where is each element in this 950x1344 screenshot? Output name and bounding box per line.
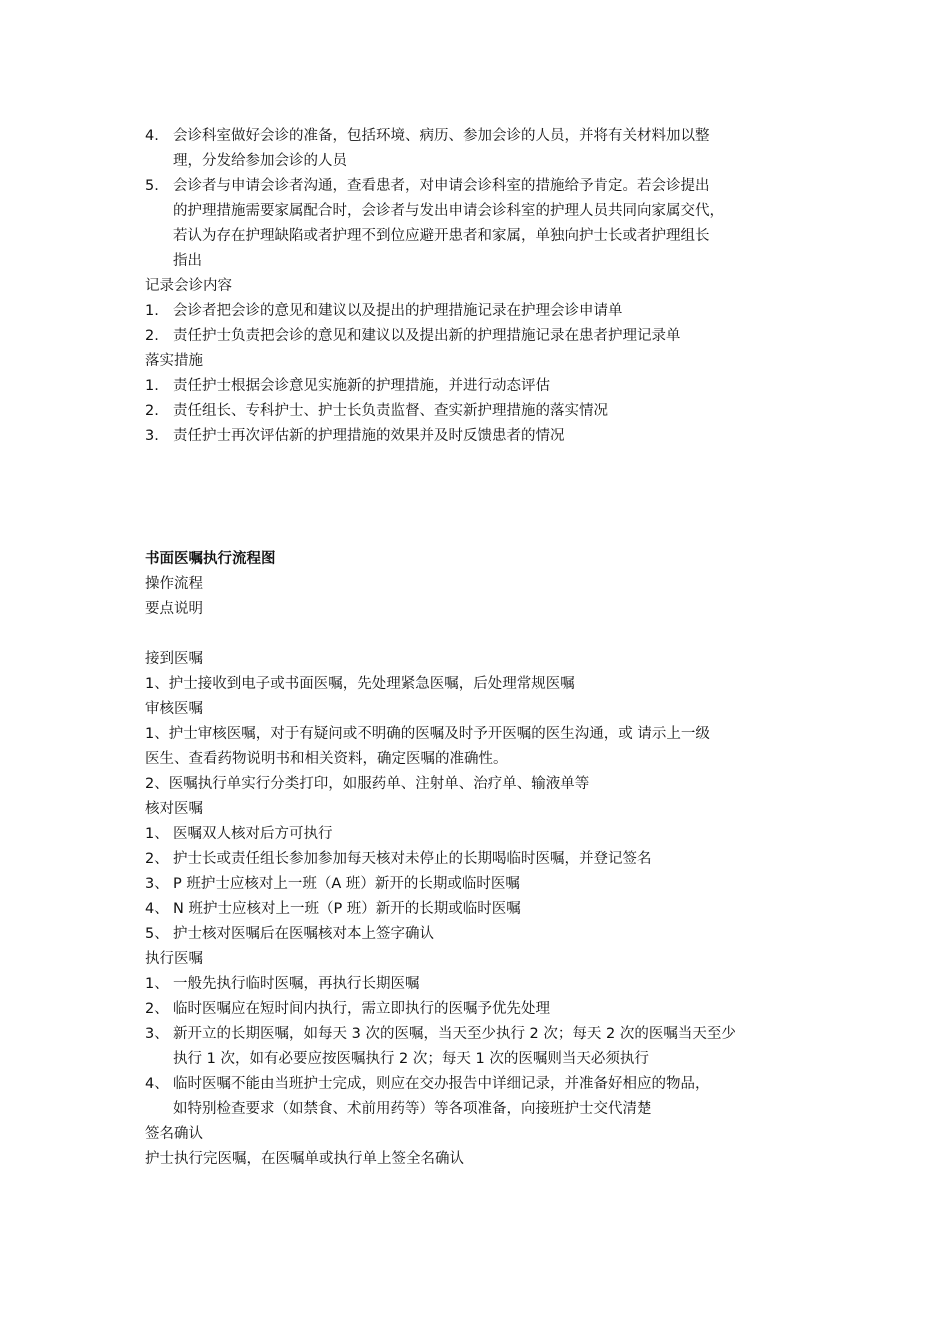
list-item xyxy=(145,374,825,399)
item-text: 责任护士负责把会诊的意见和建议以及提出新的护理措施记录在患者护理记录单 xyxy=(173,328,681,344)
item-text: 会诊科室做好会诊的准备，包括环境、病历、参加会诊的人员，并将有关材料加以整 xyxy=(173,128,710,144)
list-item xyxy=(145,324,825,349)
item-text: 一般先执行临时医嘱，再执行长期医嘱 xyxy=(173,976,420,992)
list-item xyxy=(145,1022,825,1072)
list-item xyxy=(145,424,825,449)
review-item-cont: 医生、查看药物说明书和相关资料，确定医嘱的准确性。 xyxy=(145,751,508,767)
item-text: P 班护士应核对上一班（A 班）新开的长期或临时医嘱 xyxy=(173,876,520,892)
consultation-section xyxy=(145,124,825,449)
item-text: 如特别检查要求（如禁食、术前用药等）等各项准备，向接班护士交代清楚 xyxy=(173,1101,652,1117)
list-item xyxy=(145,822,825,847)
item-number: 3、 xyxy=(145,1026,169,1042)
item-text: 执行 1 次，如有必要应按医嘱执行 2 次；每天 1 次的医嘱则当天必须执行 xyxy=(173,1051,649,1067)
item-text: 会诊者把会诊的意见和建议以及提出的护理措施记录在护理会诊申请单 xyxy=(173,303,623,319)
item-text: 责任护士根据会诊意见实施新的护理措施，并进行动态评估 xyxy=(173,378,550,394)
item-number: 2. xyxy=(145,328,159,344)
subheading-notes: 要点说明 xyxy=(145,601,203,617)
execute-heading: 执行医嘱 xyxy=(145,951,203,967)
item-number: 3. xyxy=(145,428,159,444)
record-heading: 记录会诊内容 xyxy=(145,278,232,294)
receive-heading: 接到医嘱 xyxy=(145,651,203,667)
list-item xyxy=(145,922,825,947)
item-number: 4、 xyxy=(145,901,169,917)
item-number: 2. xyxy=(145,403,159,419)
item-number: 1. xyxy=(145,378,159,394)
item-number: 1、 xyxy=(145,976,169,992)
item-text: N 班护士应核对上一班（P 班）新开的长期或临时医嘱 xyxy=(173,901,521,917)
item-text: 的护理措施需要家属配合时，会诊者与发出申请会诊科室的护理人员共同向家属交代， xyxy=(173,203,724,219)
item-text: 理，分发给参加会诊的人员 xyxy=(173,153,347,169)
item-number: 4、 xyxy=(145,1076,169,1092)
review-item: 1、护士审核医嘱，对于有疑问或不明确的医嘱及时予开医嘱的医生沟通，或 请示上一级 xyxy=(145,726,710,742)
item-text: 临时医嘱不能由当班护士完成，则应在交办报告中详细记录，并准备好相应的物品， xyxy=(173,1076,710,1092)
list-item xyxy=(145,972,825,997)
list-item xyxy=(145,872,825,897)
list-item xyxy=(145,897,825,922)
item-text: 若认为存在护理缺陷或者护理不到位应避开患者和家属，单独向护士长或者护理组长 xyxy=(173,228,710,244)
subheading-process: 操作流程 xyxy=(145,576,203,592)
blank-line xyxy=(145,622,825,647)
item-number: 5、 xyxy=(145,926,169,942)
list-item xyxy=(145,847,825,872)
review-heading: 审核医嘱 xyxy=(145,701,203,717)
item-number: 2、 xyxy=(145,1001,169,1017)
implement-heading: 落实措施 xyxy=(145,353,203,369)
item-number: 1. xyxy=(145,303,159,319)
item-number: 2、 xyxy=(145,851,169,867)
receive-item: 1、护士接收到电子或书面医嘱，先处理紧急医嘱，后处理常规医嘱 xyxy=(145,676,575,692)
order-execution-section xyxy=(145,547,825,1172)
item-number: 1、 xyxy=(145,826,169,842)
item-text: 责任护士再次评估新的护理措施的效果并及时反馈患者的情况 xyxy=(173,428,565,444)
check-heading: 核对医嘱 xyxy=(145,801,203,817)
item-text: 新开立的长期医嘱，如每天 3 次的医嘱，当天至少执行 2 次；每天 2 次的医嘱当天至少 xyxy=(173,1026,736,1042)
sign-text: 护士执行完医嘱，在医嘱单或执行单上签全名确认 xyxy=(145,1151,464,1167)
list-item xyxy=(145,1072,825,1122)
list-item xyxy=(145,399,825,424)
item-number: 4. xyxy=(145,128,159,144)
item-text: 会诊者与申请会诊者沟通，查看患者，对申请会诊科室的措施给予肯定。若会诊提出 xyxy=(173,178,710,194)
item-text: 责任组长、专科护士、护士长负责监督、查实新护理措施的落实情况 xyxy=(173,403,608,419)
list-item xyxy=(145,299,825,324)
item-text: 护士长或责任组长参加参加每天核对未停止的长期喝临时医嘱，并登记签名 xyxy=(173,851,652,867)
list-item xyxy=(145,124,825,174)
item-text: 临时医嘱应在短时间内执行，需立即执行的医嘱予优先处理 xyxy=(173,1001,550,1017)
item-text: 医嘱双人核对后方可执行 xyxy=(173,826,333,842)
item-number: 5. xyxy=(145,178,159,194)
list-item xyxy=(145,174,825,274)
sign-heading: 签名确认 xyxy=(145,1126,203,1142)
item-text: 护士核对医嘱后在医嘱核对本上签字确认 xyxy=(173,926,434,942)
item-number: 3、 xyxy=(145,876,169,892)
section-title: 书面医嘱执行流程图 xyxy=(145,551,276,567)
review-item: 2、医嘱执行单实行分类打印，如服药单、注射单、治疗单、输液单等 xyxy=(145,776,590,792)
list-item xyxy=(145,997,825,1022)
item-text: 指出 xyxy=(173,253,202,269)
